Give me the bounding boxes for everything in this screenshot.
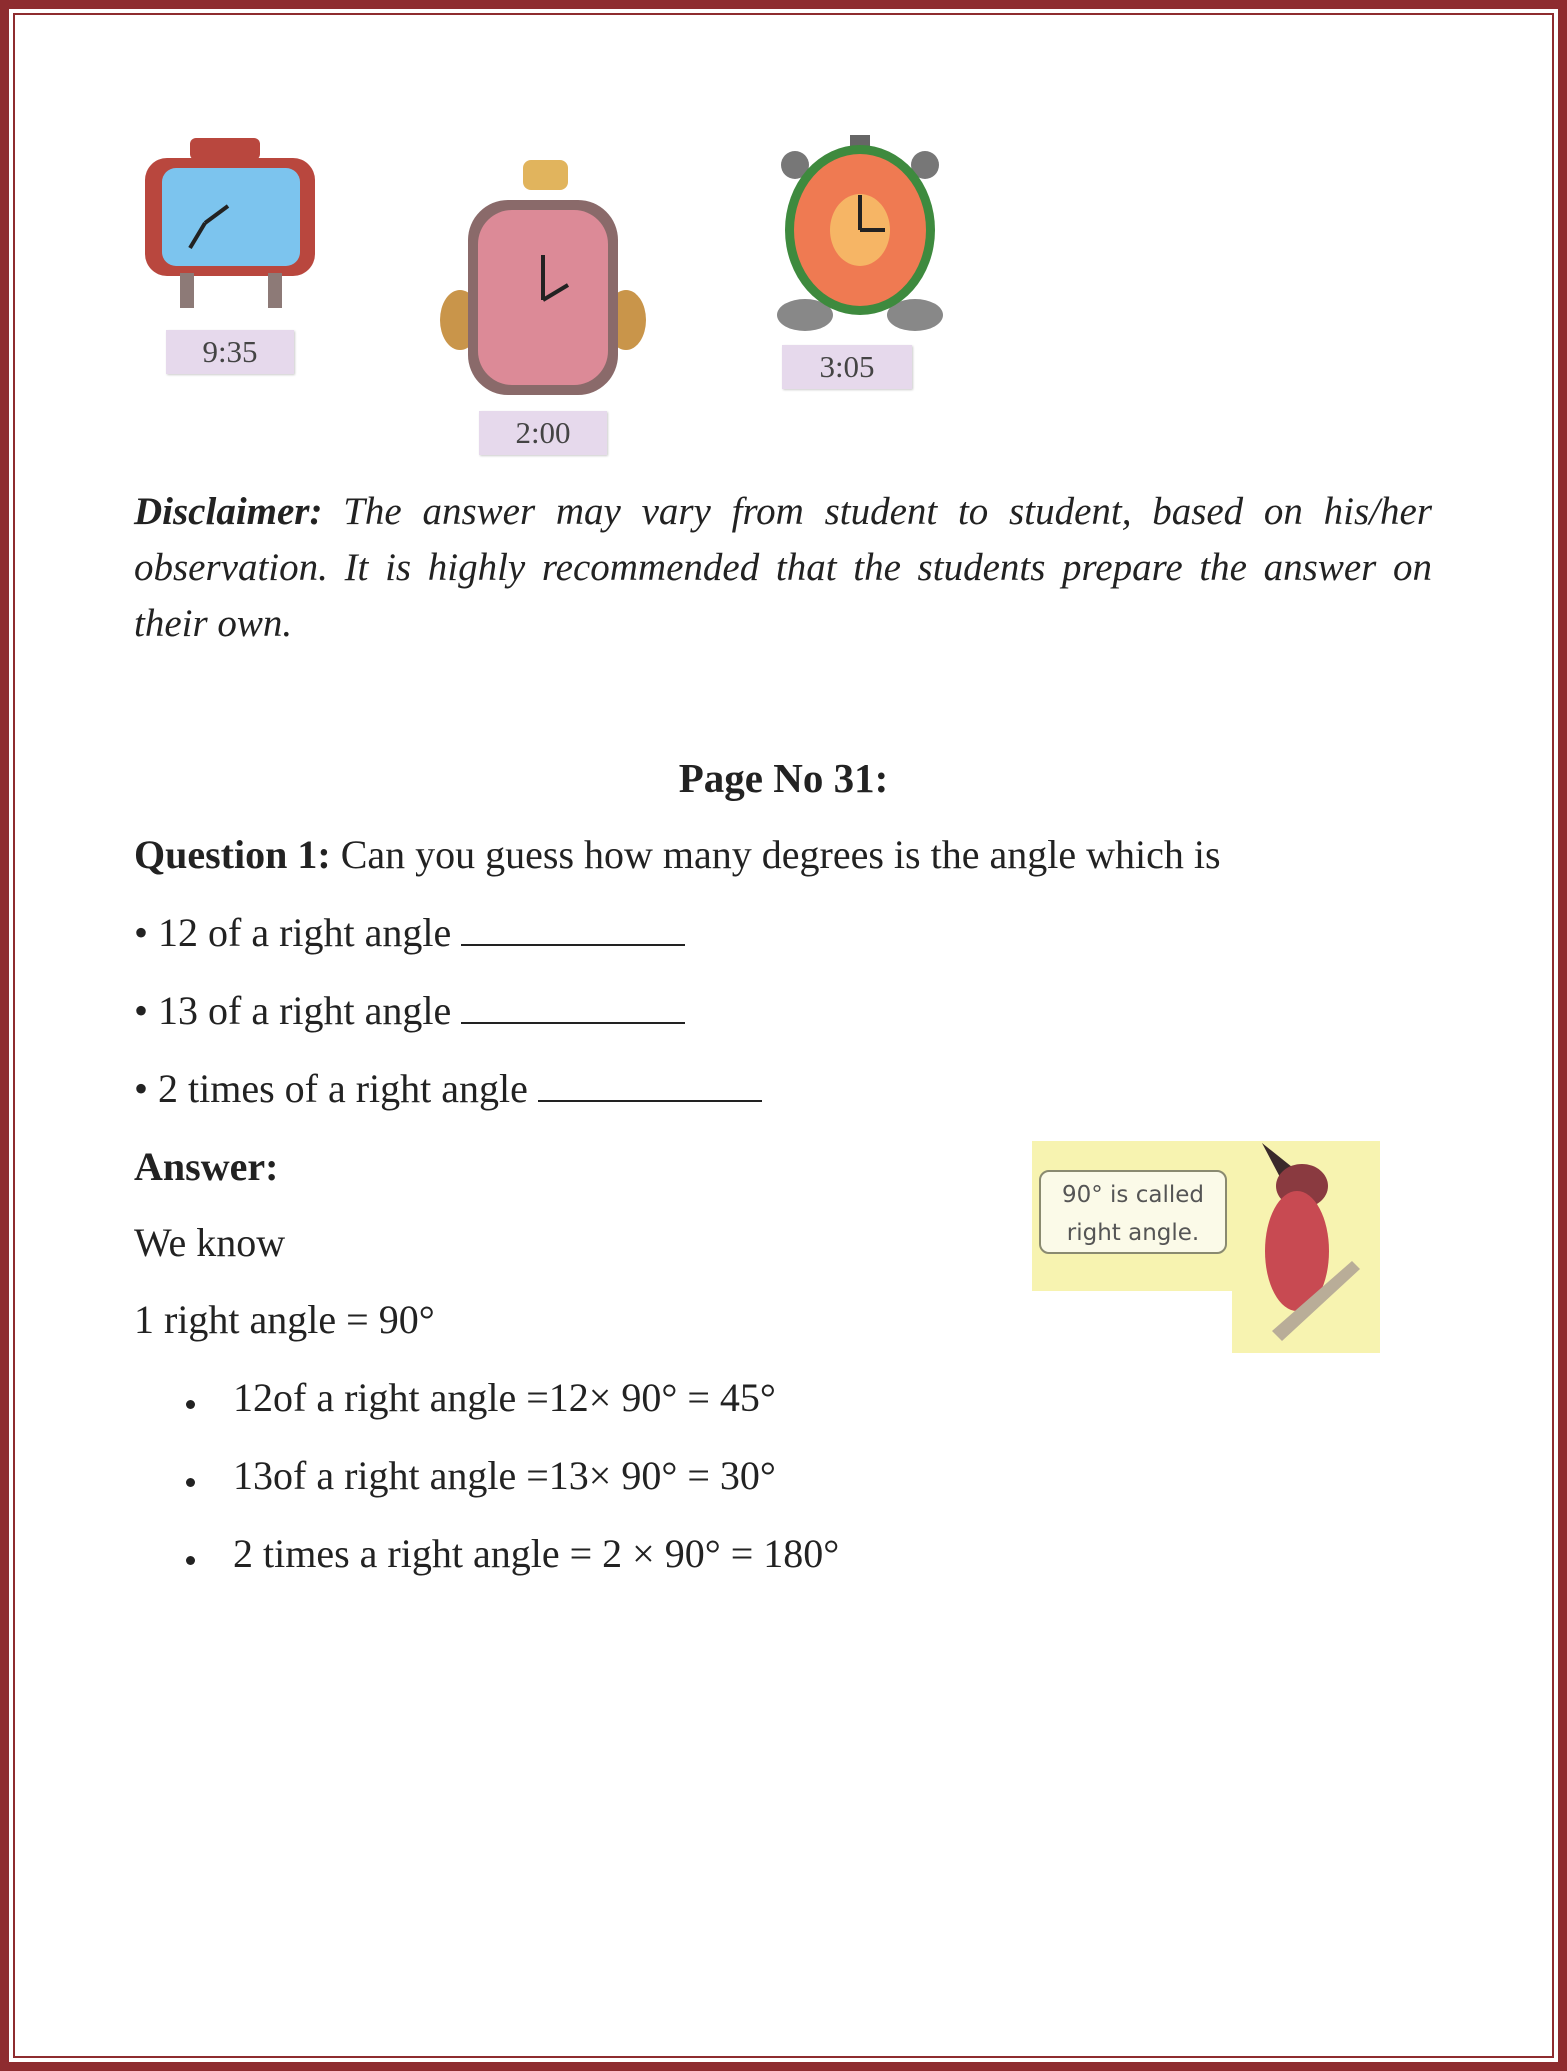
bird-callout-illustration — [1032, 1141, 1380, 1353]
clock-time-label: 3:05 — [782, 345, 912, 389]
answer-line: We know — [134, 1220, 286, 1265]
question-text: Can you guess how many degrees is the angle which is — [330, 832, 1221, 877]
question-item — [134, 1065, 762, 1112]
speech-line: 90° is called — [1061, 1182, 1205, 1208]
bullet-icon — [186, 1478, 195, 1487]
disclaimer-text: The answer may vary from student to student, based on his/her observation. It is highly recommended that the students prepare the answer on their own. — [134, 490, 1432, 645]
answer-item: 12of a right angle =12× 90° = 45° — [233, 1375, 776, 1420]
page-heading: Page No 31: — [678, 755, 889, 801]
question-item — [134, 909, 685, 956]
clock-time-label: 9:35 — [166, 330, 294, 374]
answer-item: 2 times a right angle = 2 × 90° = 180° — [233, 1531, 840, 1576]
question-item — [134, 987, 685, 1034]
answer-blank — [461, 914, 685, 946]
answer-line: 1 right angle = 90° — [134, 1297, 435, 1342]
answer-blank — [538, 1070, 762, 1102]
question-label: Question 1: — [134, 832, 331, 877]
speech-line: right angle. — [1066, 1220, 1200, 1246]
answer-label: Answer: — [134, 1144, 279, 1189]
clock-illustration-3 — [775, 130, 945, 335]
clock-illustration-1 — [140, 138, 330, 313]
speech-bubble — [1039, 1170, 1227, 1254]
question-item-text: • 2 times of a right angle — [134, 1066, 528, 1111]
clock-illustration-2 — [438, 160, 648, 400]
bird-icon — [1242, 1141, 1377, 1353]
bullet-icon — [186, 1556, 195, 1565]
bullet-icon — [186, 1400, 195, 1409]
question-item-text: • 13 of a right angle — [134, 988, 452, 1033]
answer-blank — [461, 992, 685, 1024]
question-1 — [134, 831, 1221, 878]
disclaimer — [134, 484, 1432, 652]
answer-item: 13of a right angle =13× 90° = 30° — [233, 1453, 776, 1498]
disclaimer-label: Disclaimer: — [134, 490, 323, 533]
clock-time-label: 2:00 — [479, 411, 607, 455]
question-item-text: • 12 of a right angle — [134, 910, 452, 955]
